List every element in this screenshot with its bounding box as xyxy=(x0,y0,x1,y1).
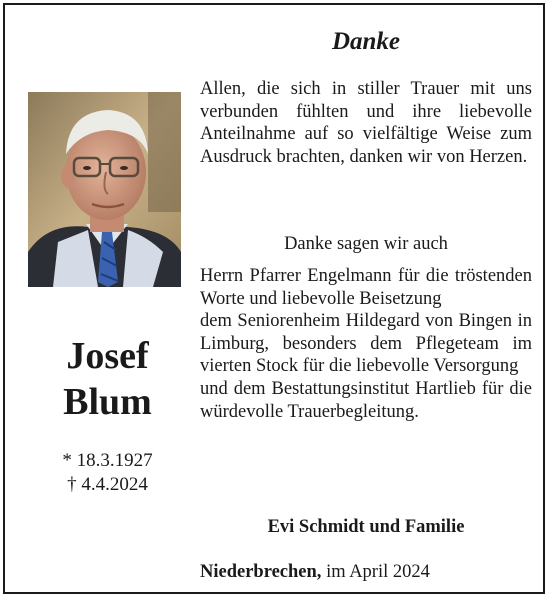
thanks-item-nursing-home: dem Seniorenheim Hildegard von Bingen in Limburg, besonders dem Pflegeteam im vierten Stock für die liebevolle Versorgung xyxy=(200,311,532,377)
place: Niederbrechen, xyxy=(200,562,322,582)
sub-heading: Danke sagen wir auch xyxy=(284,234,448,254)
thanks-item-pastor: Herrn Pfarrer Engelmann für die tröstenden Worte und liebevolle Beisetzung xyxy=(200,266,532,309)
birth-date: * 18.3.1927 xyxy=(62,450,153,471)
deceased-name xyxy=(20,333,195,425)
portrait-photo xyxy=(28,92,181,287)
intro-paragraph: Allen, die sich in stiller Trauer mit uns verbunden fühlten und ihre liebevolle Anteilnahme auf so vielfältige Weise zum Ausdruck brachten, danken wir von Herzen. xyxy=(200,79,532,167)
deceased-last-name: Blum xyxy=(63,381,152,423)
life-dates xyxy=(20,449,195,497)
place-date-line xyxy=(200,560,532,584)
thanks-item-funeral-home: und dem Bestattungsinstitut Hartlieb für die würdevolle Trauerbegleitung. xyxy=(200,378,532,422)
thanks-list xyxy=(200,265,532,423)
deceased-first-name: Josef xyxy=(66,335,149,377)
date: im April 2024 xyxy=(326,562,430,582)
signature: Evi Schmidt und Familie xyxy=(267,517,465,537)
notice-title: Danke xyxy=(331,28,401,55)
death-date: † 4.4.2024 xyxy=(67,474,148,495)
